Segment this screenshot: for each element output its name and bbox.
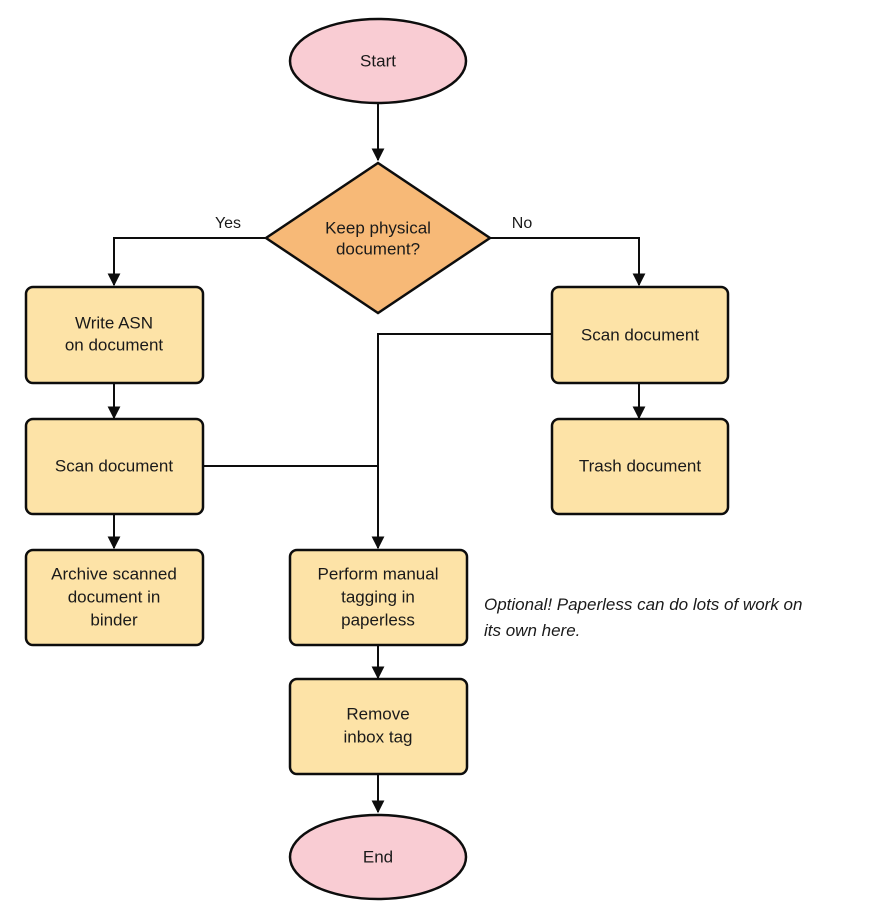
node-remove-inbox-label-line1: Remove — [346, 704, 410, 724]
edge-decision-to-write-asn — [114, 238, 265, 285]
edge-scan-right-to-tagging — [378, 334, 552, 548]
node-archive-label-line1: Archive scanned — [51, 564, 177, 584]
edge-label-yes: Yes — [214, 215, 242, 232]
node-write-asn-label-line1: Write ASN — [74, 313, 154, 333]
node-archive-label-line3: binder — [90, 610, 138, 630]
node-manual-tagging[interactable] — [290, 550, 467, 645]
node-scan-document-left-label: Scan document — [54, 456, 174, 476]
node-trash-document[interactable] — [552, 419, 728, 514]
node-scan-document-right[interactable] — [552, 287, 728, 383]
node-decision-label-line2: document? — [335, 239, 421, 259]
edge-decision-to-scan-right — [490, 238, 639, 285]
node-tagging-label-line3: paperless — [341, 610, 415, 630]
edge-label-no: No — [511, 215, 533, 232]
node-archive-scanned-document[interactable] — [26, 550, 203, 645]
node-scan-document-right-label: Scan document — [580, 325, 700, 345]
node-tagging-label-line2: tagging in — [341, 587, 415, 607]
node-write-asn-label-line2: on document — [64, 335, 164, 355]
node-remove-inbox-tag[interactable] — [290, 679, 467, 774]
node-scan-document-left[interactable] — [26, 419, 203, 514]
node-end[interactable] — [290, 815, 466, 899]
note-text-line1: Optional! Paperless can do lots of work on — [484, 595, 803, 614]
node-remove-inbox-label-line2: inbox tag — [343, 727, 413, 747]
node-write-asn[interactable] — [26, 287, 203, 383]
node-archive-label-line2: document in — [67, 587, 161, 607]
node-decision-keep-physical-document[interactable] — [266, 163, 490, 313]
node-start-label: Start — [360, 51, 396, 71]
node-trash-document-label: Trash document — [578, 456, 702, 476]
note-text-line2: its own here. — [484, 621, 581, 640]
node-start[interactable] — [290, 19, 466, 103]
node-decision-label-line1: Keep physical — [325, 218, 431, 238]
node-end-label: End — [362, 847, 394, 867]
node-tagging-label-line1: Perform manual — [317, 564, 439, 584]
